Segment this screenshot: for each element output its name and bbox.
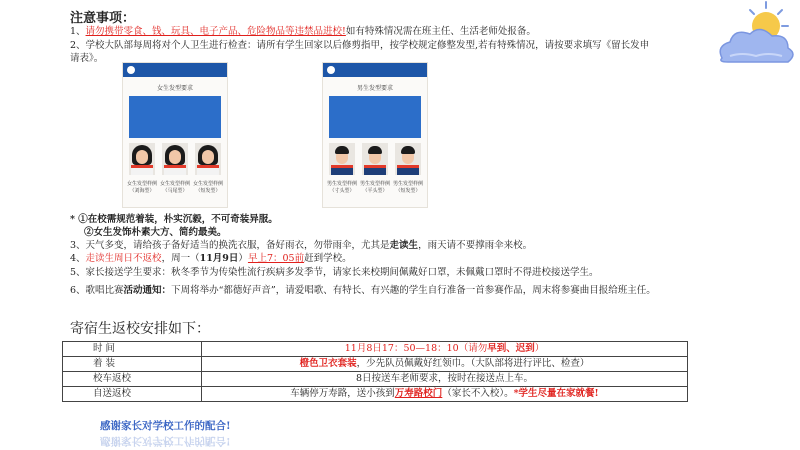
item1-prefix: 1、: [70, 26, 86, 37]
table-row: [63, 372, 688, 387]
photo-caption: 女生发型样例（马尾型）: [160, 181, 191, 194]
row-emph: 早到、迟到: [487, 343, 535, 354]
item3-text: 3、天气多变，请给孩子备好适当的换洗衣服，备好雨衣，勿带雨伞，尤其是: [70, 240, 390, 251]
notice-item-1: [70, 25, 536, 38]
row-text-end: ）: [534, 343, 545, 354]
boy-photo-3: [395, 143, 421, 175]
photo-caption: 女生发型样例（短发型）: [193, 181, 224, 194]
notice-heading: 注意事项：: [70, 11, 136, 26]
girl-photo-2: [162, 143, 188, 175]
photo-caption: 男生发型样例（短发型）: [393, 181, 424, 194]
item6-text: 下周将举办“都德好声音”，请爱唱歌、有特长、有兴趣的学生自行准备一首参赛作品，周末将参赛曲目报给班主任。: [171, 285, 656, 296]
boys-hairstyle-poster: [322, 62, 428, 208]
poster-header: [123, 63, 227, 77]
row-label: 着 装: [63, 357, 202, 372]
poster-text-block: [129, 96, 221, 138]
row-note: *学生尽量在家就餐!: [513, 388, 599, 399]
row-emph: 橙色卫衣套装: [299, 358, 357, 369]
school-logo-icon: [127, 66, 135, 74]
item3-bold: 走读生: [389, 240, 419, 251]
photo-caption: 男生发型样例（寸头型）: [327, 181, 358, 194]
row-value: [202, 357, 688, 372]
boy-photo-1: [329, 143, 355, 175]
row-text: 车辆停万寿路，送小孩到: [290, 388, 395, 399]
row-text: 11月8日17：50—18：10（请勿: [344, 343, 488, 354]
row-label: 校车返校: [63, 372, 202, 387]
item1-red-text: 请勿携带零食、钱、玩具、电子产品、危险物品等违禁品进校!: [85, 26, 346, 37]
notice-item-2-line-1: 2、学校大队部每周将对个人卫生进行检查：请所有学生回家以后修剪指甲，按学校规定修整发型,若有特殊情况，请按要求填写《留长发申: [70, 40, 650, 51]
row-label: 时 间: [63, 342, 202, 357]
rule-item-6: [70, 284, 656, 297]
schedule-title: 寄宿生返校安排如下：: [70, 321, 210, 337]
rule-dress-code: * ①在校需规范着装，朴实沉毅，不可奇装异服。: [70, 214, 278, 225]
rule-item-5: 5、家长接送学生要求：秋冬季节为传染性流行疾病多发季节，请家长来校期间佩戴好口罩，未佩戴口罩时不得进校接送学生。: [70, 267, 599, 278]
boy-photo-2: [362, 143, 388, 175]
girl-photo-3: [195, 143, 221, 175]
poster-subtitle: 女生发型要求: [156, 85, 193, 92]
row-emph: 万寿路校门: [394, 388, 443, 399]
girls-hairstyle-poster: [122, 62, 228, 208]
poster-subtitle: 男生发型要求: [356, 85, 393, 92]
cloud-sun-icon: [708, 0, 800, 80]
table-row: [63, 357, 688, 372]
item3-text-end: ，雨天请不要撑雨伞来校。: [418, 240, 533, 251]
row-value: 8日按送车老师要求，按时在接送点上车。: [202, 372, 688, 387]
table-row: [63, 342, 688, 357]
row-label: 自送返校: [63, 387, 202, 402]
rule-item-3: [70, 239, 532, 252]
table-row: [63, 387, 688, 402]
item4-prefix: 4、: [70, 253, 86, 264]
item4-red: 走读生周日不返校: [85, 253, 162, 264]
school-logo-icon: [327, 66, 335, 74]
item1-rest-text: 如有特殊情况需在班主任、生活老师处报备。: [345, 26, 536, 37]
poster-header: [323, 63, 427, 77]
photo-caption: 女生发型样例（刘海型）: [127, 181, 158, 194]
row-value: [202, 342, 688, 357]
row-value: [202, 387, 688, 402]
item4-text-end: 赶到学校。: [304, 253, 352, 264]
notice-item-2-line-2: 请表》。: [70, 53, 104, 64]
row-text-end: ，少先队员佩戴好红领巾。（大队部将进行评比、检查）: [356, 358, 590, 369]
photo-caption: 男生发型样例（平头型）: [360, 181, 391, 194]
row-text-mid: （家长不入校）。: [442, 388, 514, 399]
thanks-message: 感谢家长对学校工作的配合!: [100, 420, 231, 432]
item6-prefix: 6、歌唱比赛: [70, 285, 124, 296]
poster-text-block: [329, 96, 421, 138]
item4-time: 早上7：05前: [247, 253, 305, 264]
rule-girls-hair: ②女生发饰朴素大方、简约最美。: [84, 227, 227, 238]
item4-date: 11月9日: [199, 253, 239, 264]
schedule-table: [62, 341, 688, 402]
item6-bold: 活动通知：: [123, 285, 172, 296]
thanks-reflection: 感谢家长对学校工作的配合!: [100, 435, 231, 447]
item4-text: ，周一（: [161, 253, 200, 264]
girl-photo-1: [129, 143, 155, 175]
rule-item-4: [70, 252, 352, 265]
item4-text-2: ）: [238, 253, 248, 264]
